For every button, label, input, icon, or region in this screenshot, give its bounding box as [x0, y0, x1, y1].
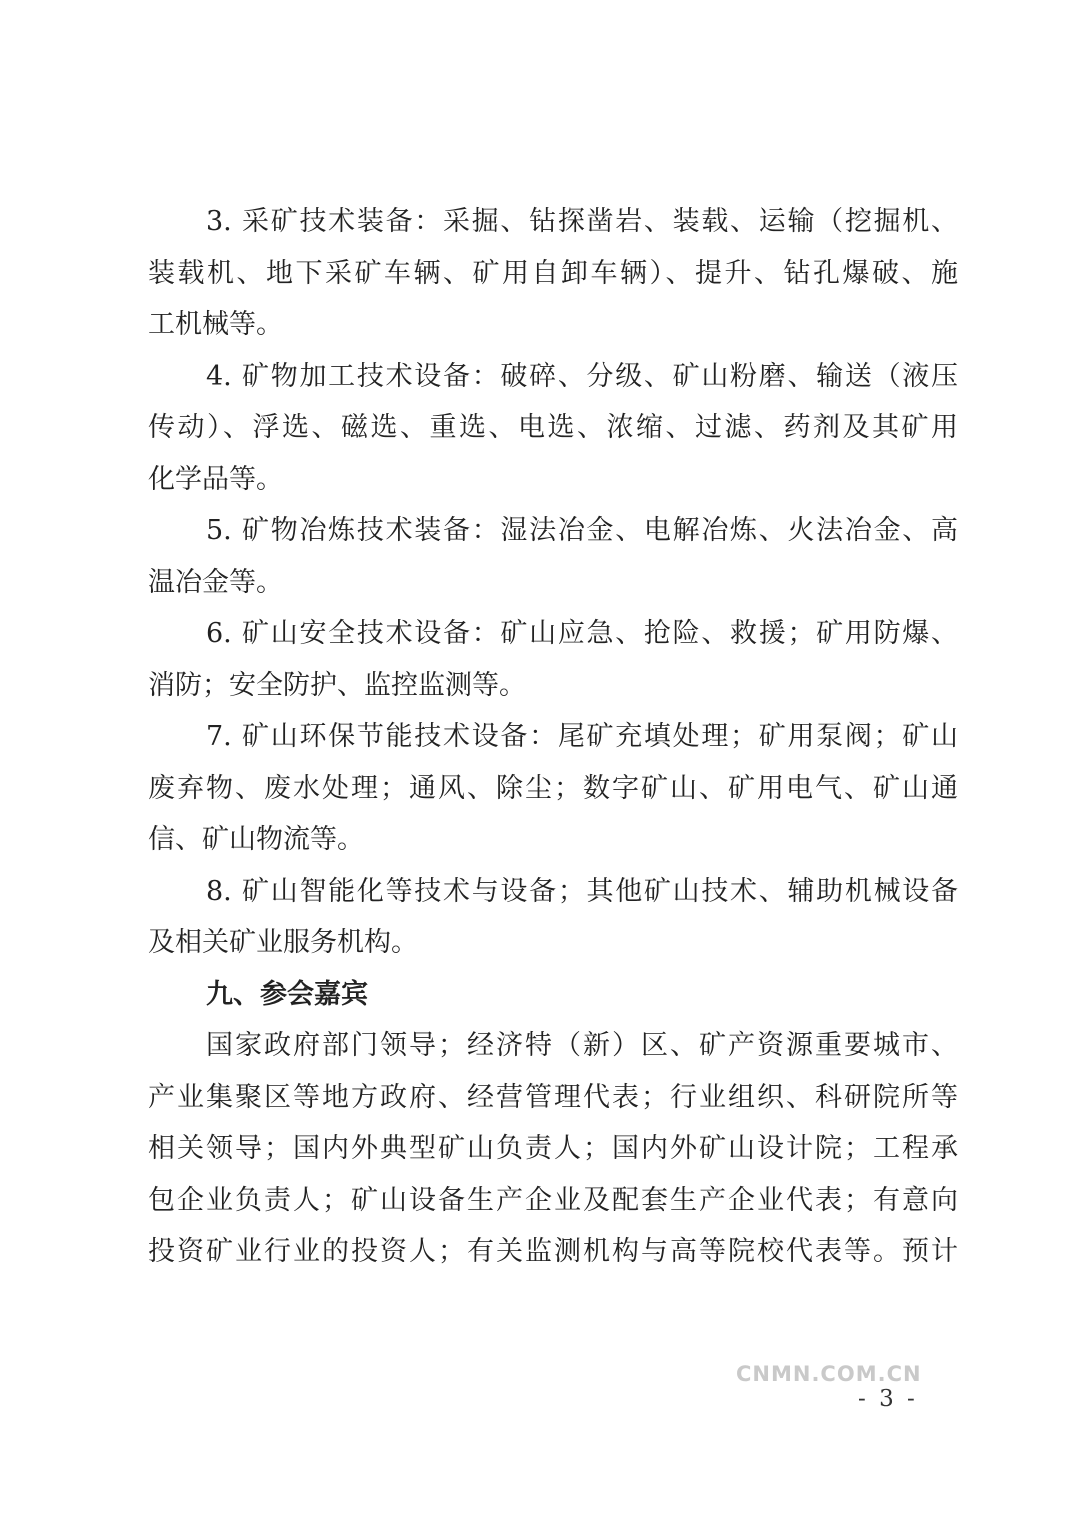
paragraph-line: 装载机、地下采矿车辆、矿用自卸车辆）、提升、钻孔爆破、施 [148, 257, 958, 289]
list-item [148, 608, 958, 711]
paragraph-line: 消防；安全防护、监控监测等。 [148, 669, 526, 701]
page-number: - 3 - [858, 1386, 918, 1412]
section-heading: 九、参会嘉宾 [206, 978, 368, 1010]
guests-paragraph [148, 1020, 958, 1278]
watermark: CNMN.COM.CN [736, 1362, 922, 1386]
paragraph-line: 及相关矿业服务机构。 [148, 927, 418, 958]
paragraph-line: 信、矿山物流等。 [148, 824, 364, 855]
list-item [148, 866, 958, 969]
paragraph-line: 工机械等。 [148, 309, 283, 340]
paragraph-line: 温冶金等。 [148, 566, 283, 598]
paragraph-line: 8. 矿山智能化等技术与设备；其他矿山技术、辅助机械设备 [206, 875, 958, 907]
paragraph-line: 投资矿业行业的投资人；有关监测机构与高等院校代表等。预计 [148, 1236, 958, 1267]
list-item [148, 351, 958, 506]
paragraph-line: 废弃物、废水处理；通风、除尘；数字矿山、矿用电气、矿山通 [148, 772, 958, 804]
paragraph-line: 相关领导；国内外典型矿山负责人；国内外矿山设计院；工程承 [148, 1133, 958, 1164]
list-item [148, 711, 958, 866]
paragraph-line: 4. 矿物加工技术设备：破碎、分级、矿山粉磨、输送（液压 [206, 360, 958, 392]
paragraph-line: 7. 矿山环保节能技术设备：尾矿充填处理；矿用泵阀；矿山 [206, 721, 958, 752]
paragraph-line: 传动）、浮选、磁选、重选、电选、浓缩、过滤、药剂及其矿用 [148, 412, 958, 443]
paragraph-line: 包企业负责人；矿山设备生产企业及配套生产企业代表；有意向 [148, 1184, 958, 1216]
paragraph-line: 化学品等。 [148, 463, 283, 495]
list-item [148, 505, 958, 608]
paragraph-line: 5. 矿物冶炼技术装备：湿法冶金、电解冶炼、火法冶金、高 [206, 515, 958, 546]
paragraph-line: 国家政府部门领导；经济特（新）区、矿产资源重要城市、 [206, 1030, 958, 1061]
list-item [148, 196, 958, 351]
paragraph-line: 6. 矿山安全技术设备：矿山应急、抢险、救援；矿用防爆、 [206, 618, 958, 649]
document-body [148, 196, 958, 1278]
paragraph-line: 3. 采矿技术装备：采掘、钻探凿岩、装载、运输（挖掘机、 [206, 206, 958, 237]
paragraph-line: 产业集聚区等地方政府、经营管理代表；行业组织、科研院所等 [148, 1081, 958, 1113]
